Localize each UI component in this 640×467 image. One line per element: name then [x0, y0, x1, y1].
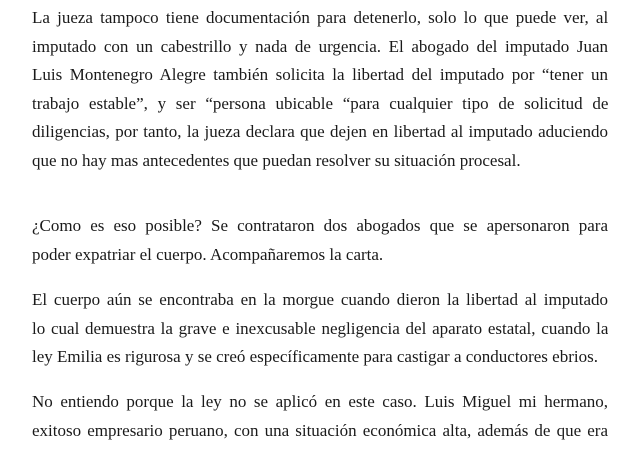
paragraph-2: [32, 212, 608, 269]
paragraph-line: lo cual demuestra la grave e inexcusable negligencia del aparato estatal, cuando la: [32, 318, 608, 338]
paragraph-line: ¿Como es eso posible? Se contrataron dos abogados que se apersonaron para: [32, 216, 608, 235]
paragraph-line: Luis Montenegro Alegre también solicita la libertad del imputado por “tener un: [32, 65, 608, 85]
paragraph-line: imputado con un cabestrillo y nada de urgencia. El abogado del imputado Juan: [32, 36, 608, 56]
paragraph-1: [32, 4, 608, 176]
paragraph-line: exitoso empresario peruano, con una situación económica alta, además de que era: [32, 420, 608, 440]
paragraph-3: [32, 286, 608, 372]
paragraph-line: que no hay mas antecedentes que puedan resolver su situación procesal.: [32, 150, 521, 170]
paragraph-line: La jueza tampoco tiene documentación para detenerlo, solo lo que puede ver, al: [32, 8, 608, 27]
paragraph-line: El cuerpo aún se encontraba en la morgue cuando dieron la libertad al imputado: [32, 290, 608, 309]
paragraph-line: diligencias, por tanto, la jueza declara que dejen en libertad al imputado aduciendo: [32, 122, 608, 142]
paragraph-line: poder expatriar el cuerpo. Acompañaremos la carta.: [32, 244, 384, 264]
paragraph-line: ley Emilia es rigurosa y se creó específicamente para castigar a conductores ebrios.: [32, 347, 598, 367]
paragraph-line: trabajo estable”, y ser “persona ubicable “para cualquier tipo de solicitud de: [32, 93, 608, 113]
paragraph-line: No entiendo porque la ley no se aplicó en este caso. Luis Miguel mi hermano,: [32, 392, 608, 411]
paragraph-4: [32, 388, 608, 445]
